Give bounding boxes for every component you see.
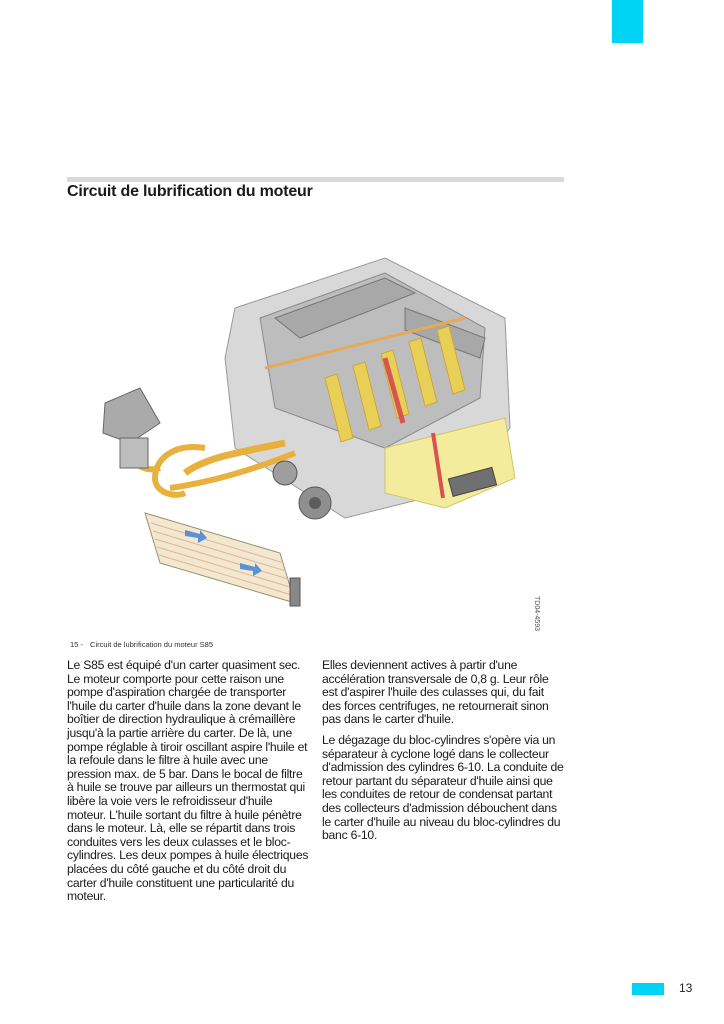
paragraph: Le S85 est équipé d'un carter quasiment sec. Le moteur comporte pour cette raison une pompe d'aspiration chargée de transporter l'huile du carter d'huile dans la zone devant le boîtier de direction hydraulique à crémaillère jusqu'à la partie arrière du carter. De là, une pompe réglable à tiroir oscillant aspire l'huile et la refoule dans le filtre à huile avec une pression max. de 5 bar. Dans le bocal de filtre à huile se trouve par ailleurs un thermostat qui libère la voie vers le refroidisseur d'huile moteur. L'huile sortant du filtre à huile pénètre dans le moteur. Là, elle se répartit dans trois conduites vers les deux culasses et le bloc-cylindres. Les deux pompes à huile électriques placées du côté gauche et du côté droit du carter d'huile constituent une particularité du moteur. [67,658,309,904]
page-number: 13 [679,981,693,995]
section-rule [67,177,564,182]
paragraph: Le dégazage du bloc-cylindres s'opère via un séparateur à cyclone logé dans le collecteur d'admission des cylindres 6-10. La conduite de retour partant du séparateur d'huile ainsi que les conduites de retour de condensat partant des collecteurs d'admission débouchent dans le carter d'huile au niveau du bloc-cylindres du banc 6-10. [322,732,564,843]
figure-caption [70,640,213,649]
bottom-accent-tab [632,983,664,995]
figure-code: TD04-4593 [533,596,540,632]
body-column-left [67,659,310,911]
caption-number: 15 - [70,640,83,649]
body-column-right [322,659,565,850]
caption-text: Circuit de lubrification du moteur S85 [90,640,214,649]
top-accent-tab [612,0,643,43]
section-title: Circuit de lubrification du moteur [67,183,313,200]
engine-lubrication-illustration [85,248,535,628]
paragraph: Elles deviennent actives à partir d'une accélération transversale de 0,8 g. Leur rôle est d'aspirer l'huile des culasses qui, du fait des forces centrifuges, ne retournerait sinon pas dans le carter d'huile. [322,658,549,727]
